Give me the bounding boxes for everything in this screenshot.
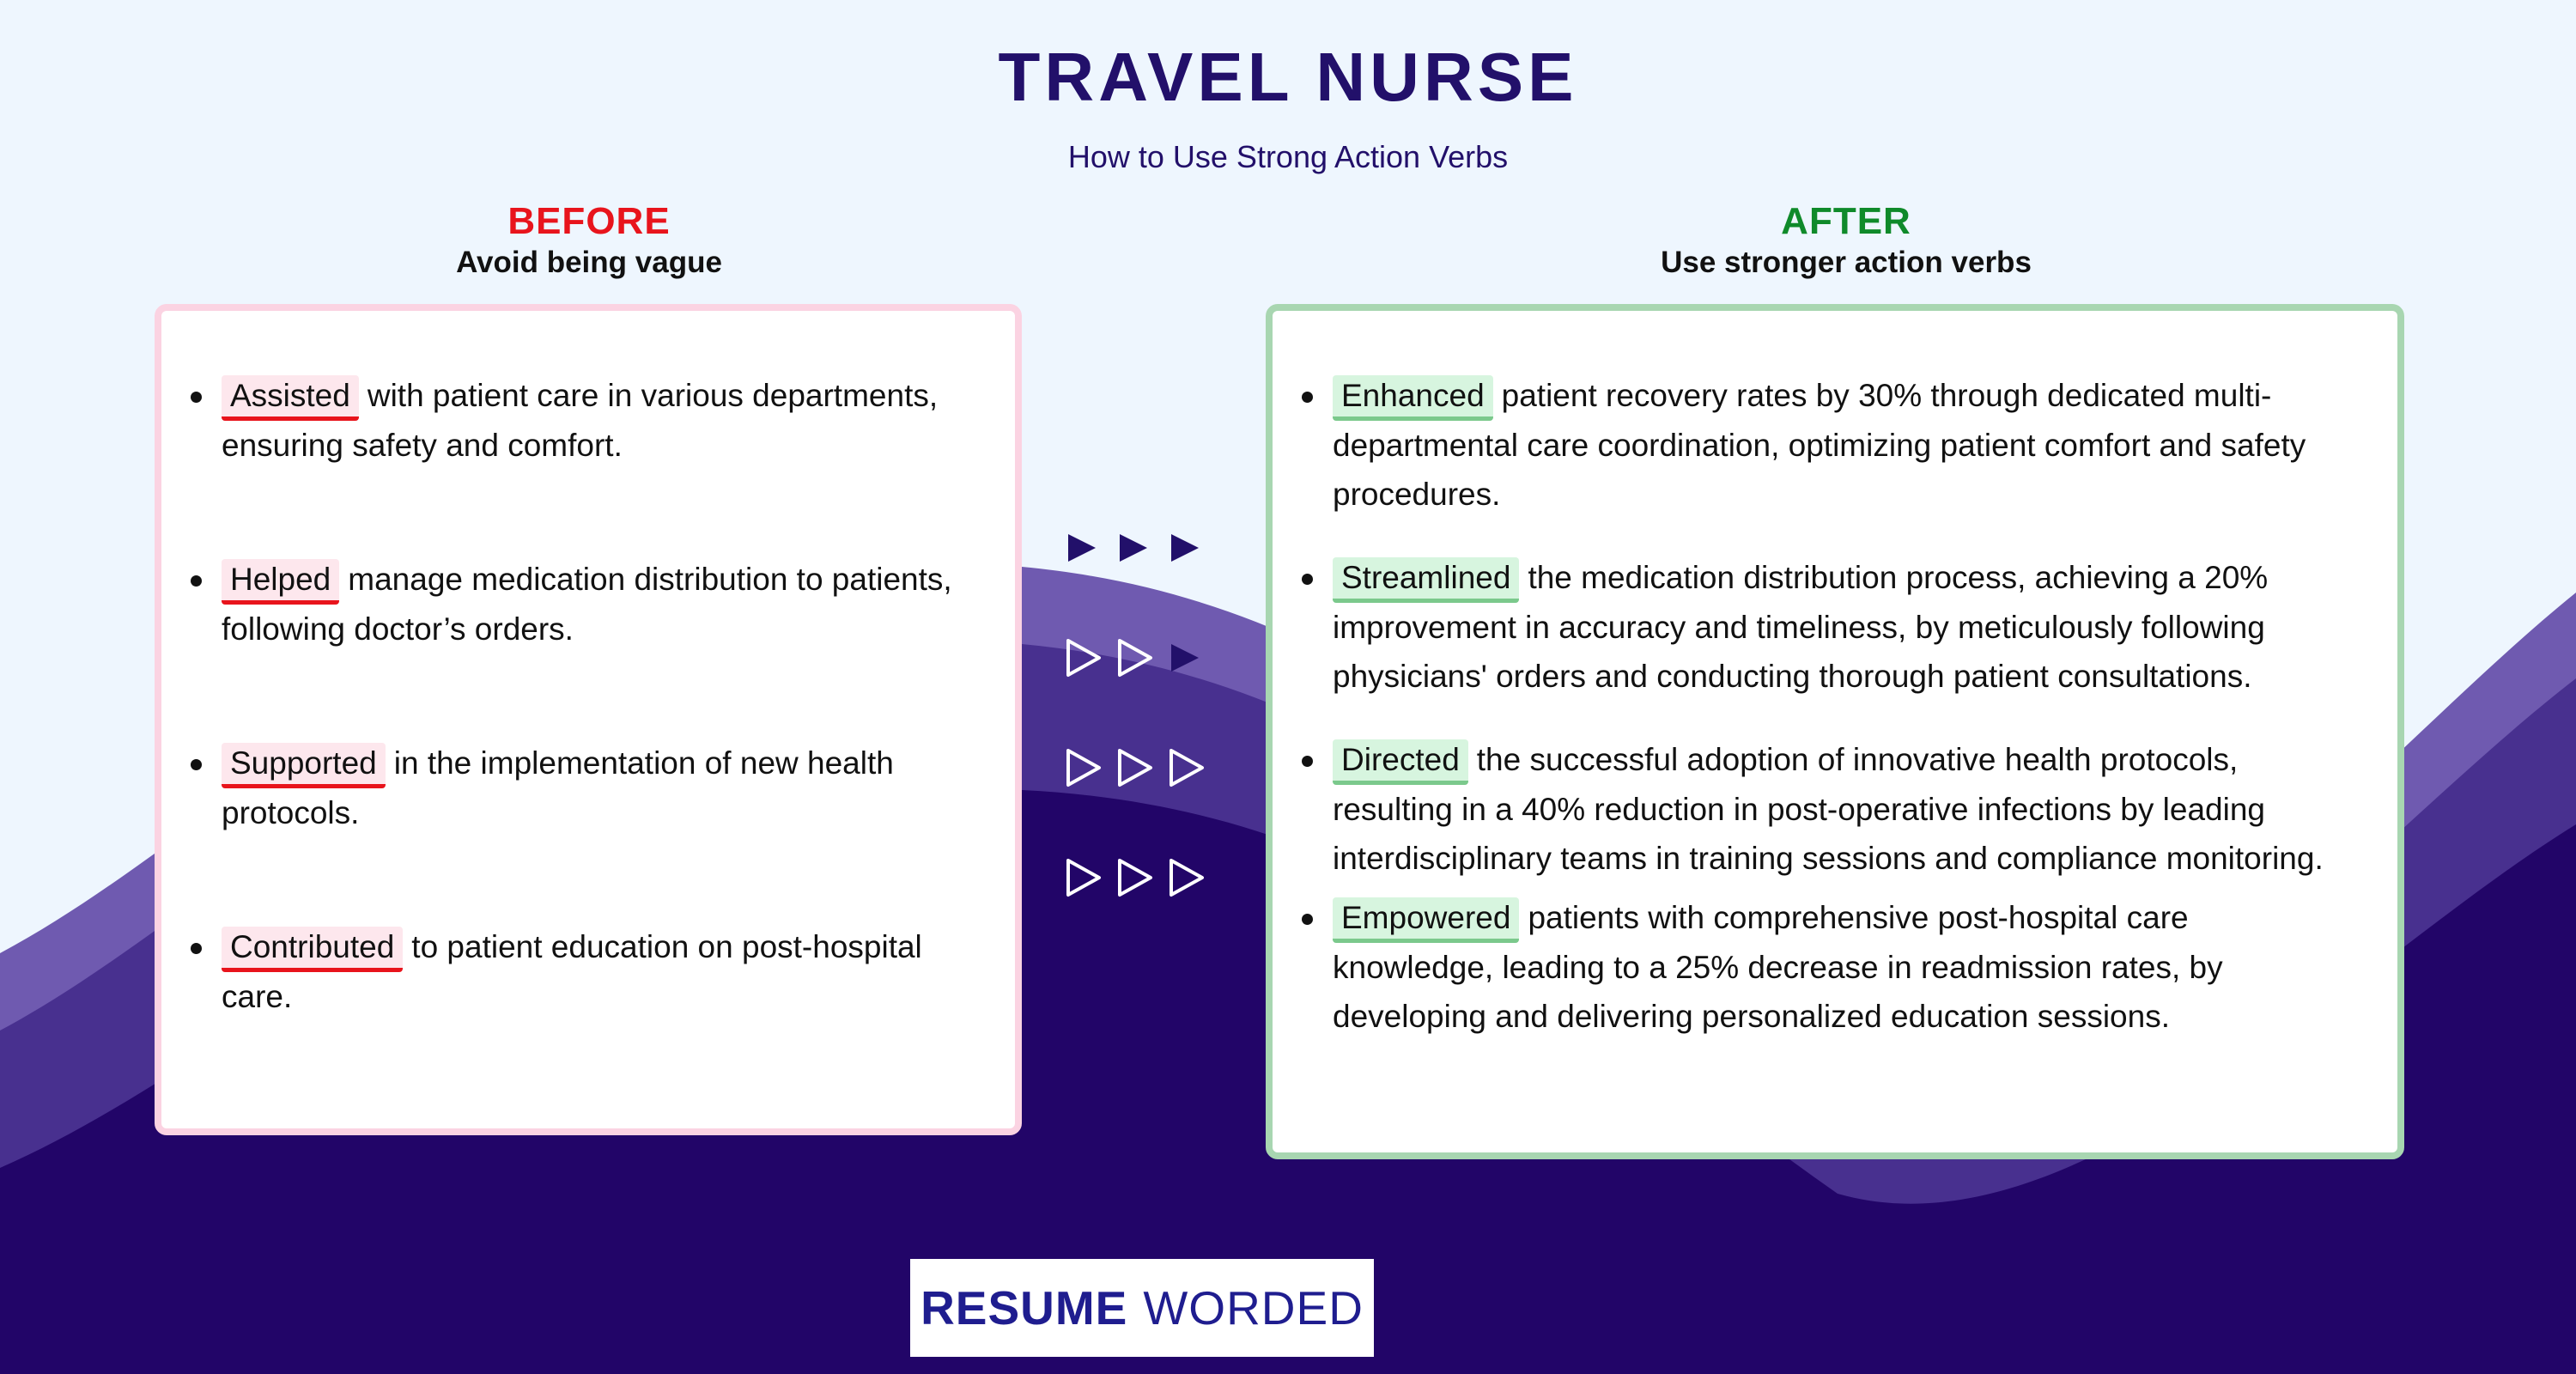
bullet-text: manage medication distribution to patients, following doctor’s orders. xyxy=(222,562,952,647)
after-list-item xyxy=(1333,893,2354,1041)
weak-verb-highlight: Supported xyxy=(222,743,386,788)
outline-play-arrows-icon xyxy=(1063,852,1218,903)
before-card xyxy=(155,304,1022,1135)
strong-verb-highlight: Streamlined xyxy=(1333,557,1519,603)
bullet-text: to patient education on post-hospital care. xyxy=(222,929,922,1014)
bullet-text: with patient care in various departments, ensuring safety and comfort. xyxy=(222,378,939,463)
before-subheading: Avoid being vague xyxy=(456,246,722,279)
bullet-text: the successful adoption of innovative health protocols, resulting in a 40% reduction in post-operative infections by leading interdisciplinary teams in training sessions and compliance monitoring. xyxy=(1333,742,2324,876)
mixed-play-arrows-icon xyxy=(1063,632,1218,684)
after-list xyxy=(1333,371,2354,1075)
before-list xyxy=(222,371,994,1106)
strong-verb-highlight: Empowered xyxy=(1333,897,1519,943)
bullet-text: in the implementation of new health protocols. xyxy=(222,745,894,830)
before-list-item xyxy=(222,739,994,837)
bullet-text: the medication distribution process, achieving a 20% improvement in accuracy and timeliness, by meticulously following physicians' orders and conducting thorough patient consultations. xyxy=(1333,560,2269,694)
before-list-item xyxy=(222,922,994,1021)
before-heading: BEFORE xyxy=(507,200,671,242)
page-title: TRAVEL NURSE xyxy=(998,39,1578,115)
before-list-item xyxy=(222,371,994,470)
after-card xyxy=(1266,304,2404,1159)
strong-verb-highlight: Enhanced xyxy=(1333,375,1493,421)
before-header xyxy=(160,199,1018,282)
logo-regular-text: WORDED xyxy=(1143,1281,1364,1334)
after-subheading: Use stronger action verbs xyxy=(1661,246,2032,279)
after-header xyxy=(1271,199,2421,282)
weak-verb-highlight: Helped xyxy=(222,559,339,605)
logo-bold-text: RESUME xyxy=(920,1281,1128,1334)
resume-worded-logo xyxy=(910,1259,1374,1357)
bullet-text: patients with comprehensive post-hospital care knowledge, leading to a 25% decrease in readmission rates, by developing and delivering personalized education sessions. xyxy=(1333,900,2223,1034)
after-heading: AFTER xyxy=(1781,200,1911,242)
after-list-item xyxy=(1333,735,2354,883)
page-subtitle: How to Use Strong Action Verbs xyxy=(1067,139,1509,174)
bullet-text: patient recovery rates by 30% through dedicated multi-departmental care coordination, optimizing patient comfort and safety procedures. xyxy=(1333,378,2306,512)
weak-verb-highlight: Assisted xyxy=(222,375,359,421)
strong-verb-highlight: Directed xyxy=(1333,739,1468,785)
weak-verb-highlight: Contributed xyxy=(222,927,403,972)
outline-play-arrows-icon xyxy=(1063,742,1218,793)
after-list-item xyxy=(1333,371,2354,519)
before-list-item xyxy=(222,555,994,654)
after-list-item xyxy=(1333,553,2354,701)
filled-play-arrows-icon xyxy=(1063,522,1218,574)
